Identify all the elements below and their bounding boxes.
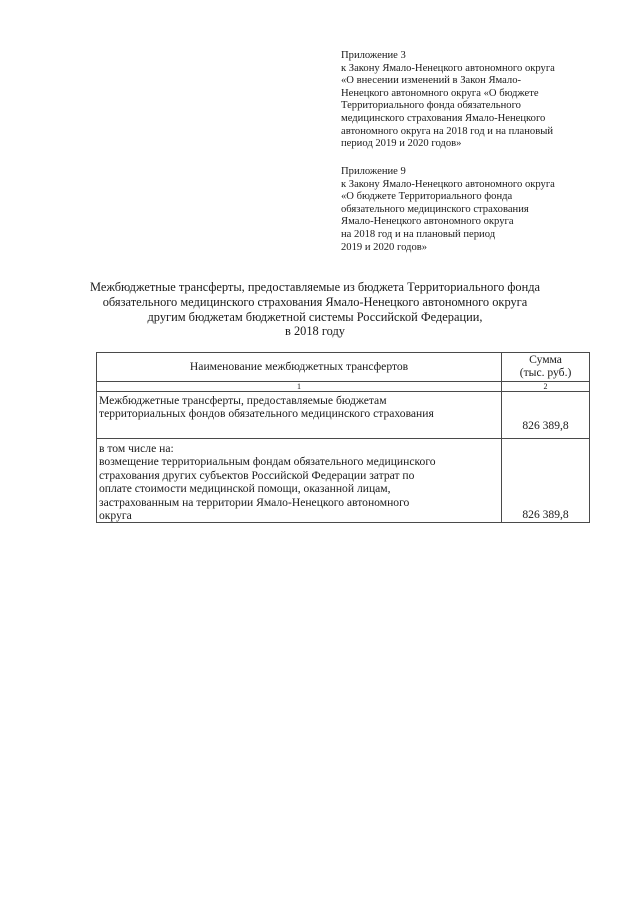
row-detail-line: округа [99, 509, 132, 523]
appendix-3-line: период 2019 и 2020 годов» [341, 138, 462, 150]
appendix-9-line: обязательного медицинского страхования [341, 203, 529, 215]
column-number-2: 2 [502, 382, 590, 392]
appendix-3-header [341, 50, 606, 151]
header-name-cell: Наименование межбюджетных трансфертов [97, 353, 502, 382]
appendix-3-line: Ненецкого автономного округа «О бюджете [341, 87, 539, 99]
row-main-name [97, 392, 502, 439]
appendix-9-line: на 2018 год и на плановый период [341, 228, 496, 240]
row-main-line: Межбюджетные трансферты, предоставляемые бюджетам [99, 394, 387, 407]
row-detail-line: страхования других субъектов Российской Федерации затрат по [99, 468, 415, 482]
appendix-3-line: к Закону Ямало-Ненецкого автономного округа [341, 62, 555, 74]
appendix-9-line: 2019 и 2020 годов» [341, 241, 428, 253]
appendix-3-line: Приложение 3 [341, 50, 406, 61]
row-detail-line: застрахованным на территории Ямало-Ненецкого автономного [99, 495, 410, 509]
header-sum-cell [502, 353, 590, 382]
appendix-3-line: автономного округа на 2018 год и на плановый [341, 125, 553, 137]
appendix-9-line: Приложение 9 [341, 166, 406, 177]
row-detail-name [97, 439, 502, 523]
title-line: в 2018 году [285, 324, 345, 339]
column-number-1: 1 [97, 382, 502, 392]
title-line: другим бюджетам бюджетной системы Российской Федерации, [147, 309, 483, 324]
row-detail-line: в том числе на: [99, 442, 174, 455]
transfers-table [96, 352, 590, 523]
appendix-3-line: медицинского страхования Ямало-Ненецкого [341, 112, 546, 124]
table-row [97, 392, 590, 439]
appendix-9-line: «О бюджете Территориального фонда [341, 191, 513, 203]
title-line: обязательного медицинского страхования Ямало-Ненецкого автономного округа [102, 294, 528, 309]
title-line: Межбюджетные трансферты, предоставляемые из бюджета Территориального фонда [89, 280, 541, 294]
row-detail-sum: 826 389,8 [502, 439, 590, 523]
appendix-9-line: Ямало-Ненецкого автономного округа [341, 216, 514, 228]
row-detail-line: оплате стоимости медицинской помощи, оказанной лицам, [99, 482, 391, 496]
table-header-row [97, 353, 590, 382]
row-main-line: территориальных фондов обязательного медицинского страхования [99, 407, 434, 421]
header-sum-unit: (тыс. руб.) [519, 366, 572, 379]
appendix-9-line: к Закону Ямало-Ненецкого автономного округа [341, 178, 555, 190]
header-sum-label: Сумма [529, 353, 562, 367]
appendix-3-line: «О внесении изменений в Закон Ямало- [341, 75, 522, 87]
document-title [80, 280, 550, 339]
row-main-sum: 826 389,8 [502, 392, 590, 439]
appendix-9-header [341, 166, 606, 254]
column-number-row [97, 382, 590, 392]
appendix-3-line: Территориального фонда обязательного [341, 100, 521, 112]
row-detail-line: возмещение территориальным фондам обязательного медицинского [99, 455, 436, 469]
table-row [97, 439, 590, 523]
